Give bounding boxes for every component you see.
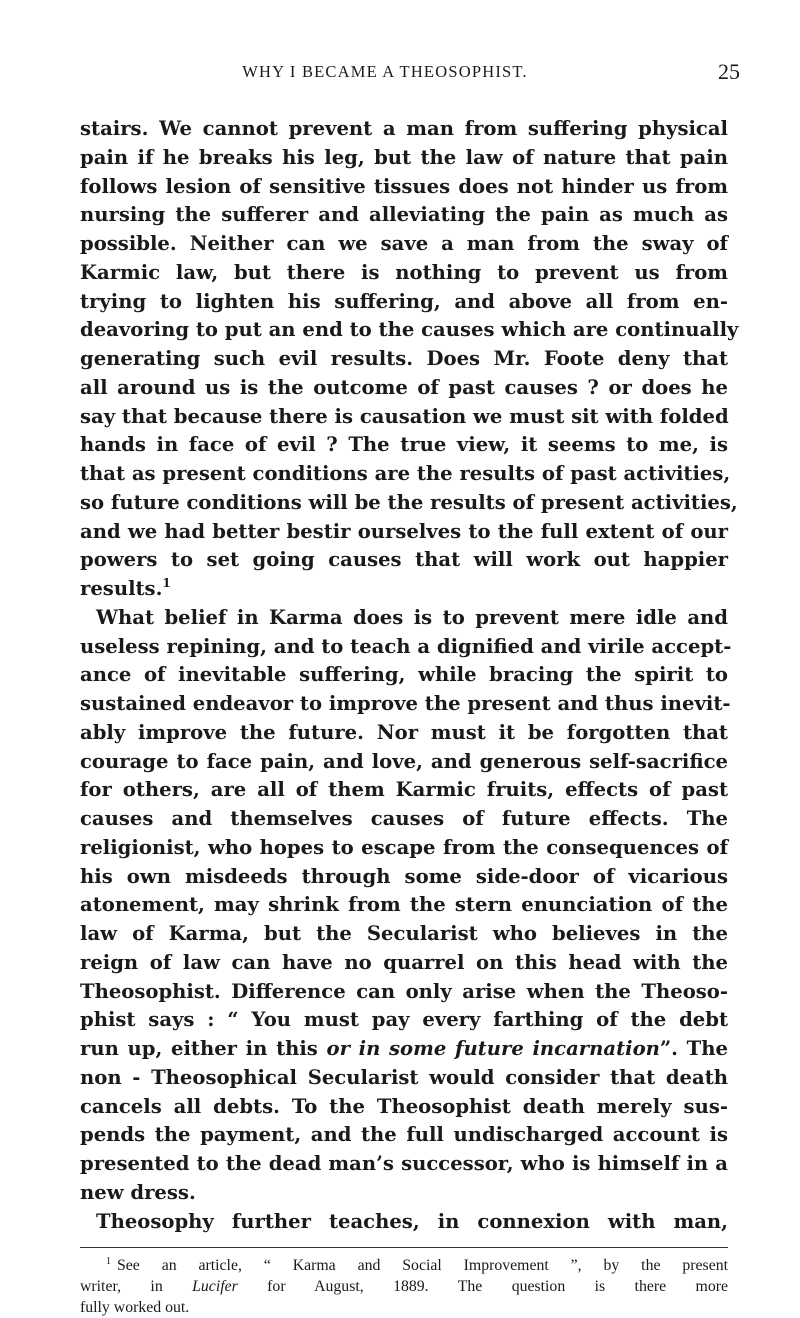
paragraph-start-line: Theosophy further teaches, in connexion with man, [96, 1209, 728, 1233]
text-line: follows lesion of sensitive tissues does not hinder us from [80, 174, 728, 198]
text-line: courage to face pain, and love, and generous self-sacrifice [80, 749, 728, 773]
footnote-text: See an article, “ Karma and Social Improvement ”, by the present [117, 1257, 728, 1274]
text-line: phist says : “ You must pay every farthing of the debt [80, 1008, 728, 1032]
text-line: generating such evil results. Does Mr. Foote deny that [80, 347, 728, 370]
text-line-part: run up, either in this [80, 1037, 327, 1060]
text-line: trying to lighten his suffering, and above all from en- [80, 289, 728, 313]
text-line: hands in face of evil ? The true view, it seems to me, is [80, 433, 728, 457]
text-line: Theosophist. Difference can only arise when the Theoso- [80, 979, 728, 1003]
text-line: useless repining, and to teach a dignified and virile accept- [80, 634, 732, 658]
footnote-line [80, 1276, 728, 1297]
text-line: all around us is the outcome of past causes ? or does he [80, 375, 728, 399]
text-line: nursing the sufferer and alleviating the pain as much as [80, 203, 728, 227]
text-line: law of Karma, but the Secularist who believes in the [80, 922, 728, 945]
text-line: reign of law can have no quarrel on this head with the [80, 950, 728, 974]
text-line-content: results. [80, 577, 163, 600]
text-line: for others, are all of them Karmic fruits, effects of past [80, 778, 728, 802]
text-line: presented to the dead man’s successor, who is himself in a [80, 1152, 728, 1175]
footnote-reference: 1 [162, 576, 171, 590]
footnote-line [80, 1255, 728, 1276]
text-line-part: ”. The [659, 1037, 728, 1060]
journal-title: Lucifer [192, 1278, 238, 1295]
text-line: stairs. We cannot prevent a man from suffering physical [80, 117, 728, 140]
text-line: say that because there is causation we must sit with folded [80, 404, 729, 428]
text-line: causes and themselves causes of future effects. The [80, 807, 728, 830]
text-line: ance of inevitable suffering, while bracing the spirit to [80, 663, 728, 687]
body-text [80, 115, 739, 1236]
text-line: possible. Neither can we save a man from the sway of [80, 232, 728, 255]
text-line: cancels all debts. To the Theosophist death merely sus- [80, 1094, 728, 1118]
page-number: 25 [718, 59, 740, 84]
text-line: and we had better bestir ourselves to the full extent of our [80, 519, 728, 543]
text-line [80, 575, 728, 604]
footnote-line: fully worked out. [80, 1299, 190, 1316]
text-line: sustained endeavor to improve the present and thus inevit- [80, 692, 731, 715]
text-line: deavoring to put an end to the causes which are continually [80, 318, 739, 342]
paragraph-start-line: What belief in Karma does is to prevent mere idle and [96, 605, 728, 629]
text-line [80, 1035, 728, 1064]
italic-phrase: or in some future incarnation [326, 1037, 660, 1060]
text-line: so future conditions will be the results of present activities, [80, 490, 738, 514]
text-line: Karmic law, but there is nothing to prevent us from [80, 260, 728, 284]
text-line: his own misdeeds through some side-door of vicarious [80, 864, 728, 888]
running-head [80, 59, 740, 88]
text-line: new dress. [80, 1180, 196, 1204]
text-line: atonement, may shrink from the stern enunciation of the [80, 893, 728, 917]
text-line: religionist, who hopes to escape from the consequences of [80, 835, 728, 859]
footnote-text: writer, in [80, 1278, 193, 1295]
text-line: pain if he breaks his leg, but the law of nature that pain [80, 145, 728, 169]
text-line: ably improve the future. Nor must it be forgotten that [80, 720, 728, 744]
running-title: WHY I BECAME A THEOSOPHIST. [242, 62, 528, 81]
footnote [80, 1255, 728, 1318]
text-line: powers to set going causes that will work out happier [80, 548, 728, 572]
text-line: non - Theosophical Secularist would consider that death [80, 1065, 728, 1089]
text-line: that as present conditions are the results of past activities, [80, 462, 731, 485]
footnote-text: for August, 1889. The question is there more [237, 1278, 728, 1295]
footnote-marker: 1 [106, 1256, 111, 1267]
footnote-rule [80, 1247, 728, 1248]
text-line: pends the payment, and the full undischarged account is [80, 1123, 728, 1147]
